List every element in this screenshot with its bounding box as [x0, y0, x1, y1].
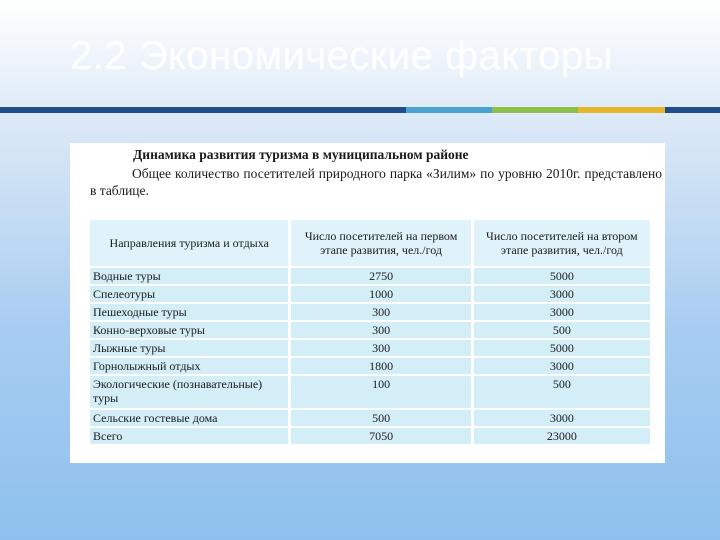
table-cell: 1800	[291, 358, 470, 374]
table-row	[90, 358, 650, 374]
table-cell: 23000	[474, 428, 650, 444]
table-cell: 2750	[291, 268, 470, 284]
table-cell: 500	[474, 376, 650, 408]
table-cell: 3000	[474, 358, 650, 374]
table-row	[90, 376, 650, 408]
table-row	[90, 268, 650, 284]
table-header-cell: Число посетителей на первом этапе развития, чел./год	[291, 220, 470, 266]
table-cell: 500	[474, 322, 650, 338]
table-cell: 1000	[291, 286, 470, 302]
table-cell: Всего	[90, 428, 288, 444]
table-cell: 100	[291, 376, 470, 408]
table-cell: Спелеотуры	[90, 286, 288, 302]
table-cell: Лыжные туры	[90, 340, 288, 356]
table-header-cell: Направления туризма и отдыха	[90, 220, 288, 266]
document-heading: Динамика развития туризма в муниципальном районе	[133, 147, 469, 162]
table-cell: 300	[291, 304, 470, 320]
table-row	[90, 322, 650, 338]
accent-bar-segment	[578, 107, 665, 113]
accent-bar-segment	[406, 107, 492, 113]
table-cell: 5000	[474, 268, 650, 284]
document-image	[70, 143, 665, 463]
table-cell: Сельские гостевые дома	[90, 410, 288, 426]
accent-bar-segment	[665, 107, 720, 113]
table-row	[90, 304, 650, 320]
table-header-row	[90, 220, 650, 266]
table-cell: 3000	[474, 410, 650, 426]
accent-bar-segment	[0, 107, 406, 113]
table-cell: 5000	[474, 340, 650, 356]
slide-title: 2.2 Экономические факторы	[70, 34, 613, 78]
table-cell: 500	[291, 410, 470, 426]
accent-bar-segment	[492, 107, 578, 113]
table-row	[90, 410, 650, 426]
table-cell: 7050	[291, 428, 470, 444]
table-cell: Экологические (познавательные) туры	[90, 376, 288, 408]
table-header-cell: Число посетителей на втором этапе развития, чел./год	[474, 220, 650, 266]
table-cell: Горнолыжный отдых	[90, 358, 288, 374]
table-cell: 3000	[474, 304, 650, 320]
table-cell: Конно-верховые туры	[90, 322, 288, 338]
tourism-table	[87, 218, 653, 446]
table-row	[90, 340, 650, 356]
accent-bar	[0, 107, 720, 113]
table-cell: Пешеходные туры	[90, 304, 288, 320]
table-row-total	[90, 428, 650, 444]
table-cell: Водные туры	[90, 268, 288, 284]
table-row	[90, 286, 650, 302]
table-cell: 300	[291, 322, 470, 338]
table-cell: 3000	[474, 286, 650, 302]
document-intro: Общее количество посетителей природного парка «Зилим» по уровню 2010г. представлено в таблице.	[90, 166, 662, 198]
table-cell: 300	[291, 340, 470, 356]
